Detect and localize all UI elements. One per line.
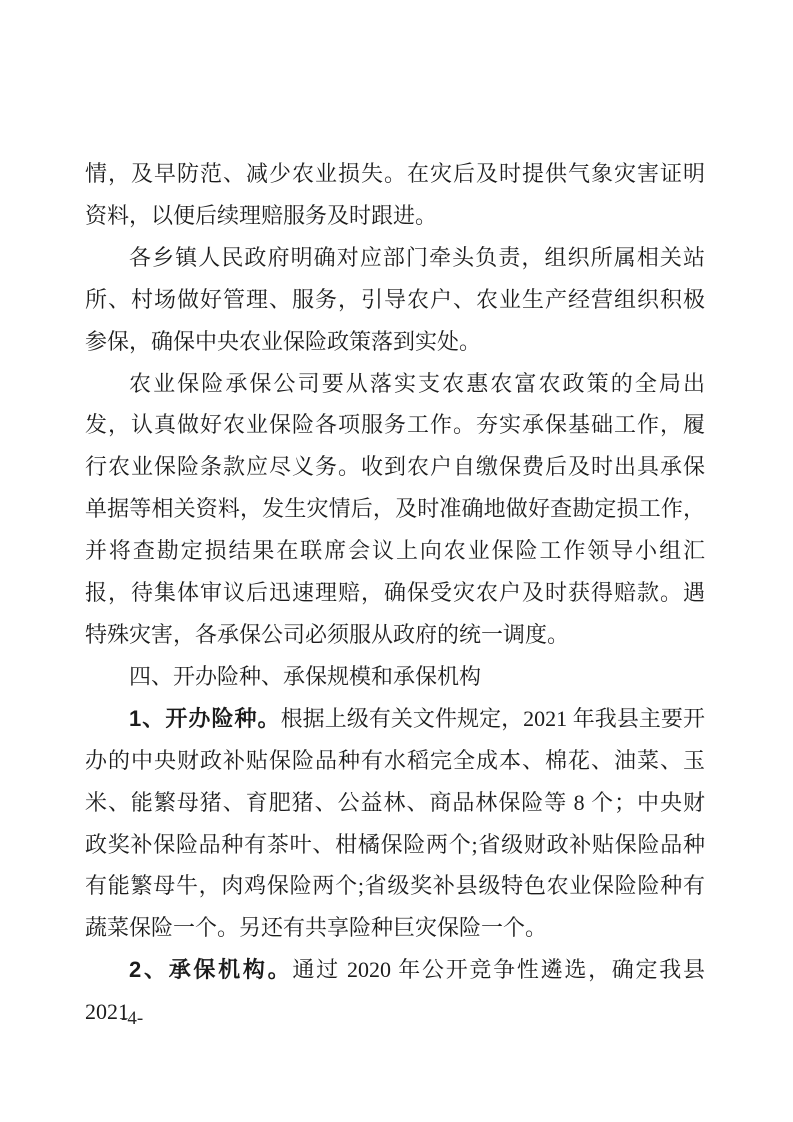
text-line [85, 530, 705, 572]
text-run: 情，及早防范、减少农业损失。在灾后及时提供气象灾害证明 [85, 161, 705, 186]
text-line [85, 614, 705, 656]
text-run: 报，待集体审议后迅速理赔，确保受灾农户及时获得赔款。遇 [85, 580, 705, 606]
text-run: 四、开办险种、承保规模和承保机构 [129, 663, 482, 689]
text-line [85, 446, 705, 488]
text-line [85, 195, 705, 237]
text-run: 特殊灾害，各承保公司必须服从政府的统一调度。 [85, 621, 570, 647]
text-run: 行农业保险条款应尽义务。收到农户自缴保费后及时出具承保 [85, 454, 705, 480]
text-line [85, 740, 705, 782]
text-line [85, 237, 705, 279]
text-line [85, 363, 705, 405]
bold-text-run: 2、承保机构。 [129, 957, 293, 983]
text-run: 有能繁母牛，肉鸡保险两个;省级奖补县级特色农业保险险种有 [85, 873, 705, 899]
text-run: 米、能繁母猪、育肥猪、公益林、商品林保险等 8 个；中央财 [85, 789, 705, 815]
document-body [85, 153, 705, 1033]
text-line [85, 949, 705, 1033]
text-line [85, 572, 705, 614]
text-line [85, 782, 705, 824]
text-line [85, 824, 705, 866]
bold-text-run: 1、开办险种。 [129, 705, 281, 731]
text-run: 农业保险承保公司要从落实支农惠农富农政策的全局出 [129, 370, 705, 396]
text-run: 单据等相关资料，发生灾情后，及时准确地做好查勘定损工作， [85, 496, 705, 522]
text-line [85, 698, 705, 740]
text-line [85, 404, 705, 446]
text-run: 根据上级有关文件规定，2021 年我县主要开 [280, 705, 705, 731]
text-line [85, 279, 705, 321]
section-heading [85, 656, 705, 698]
text-run: 政奖补保险品种有茶叶、柑橘保险两个;省级财政补贴保险品种 [85, 831, 705, 857]
text-line [85, 488, 705, 530]
text-run: 通过 2020 年公开竞争性遴选，确定我县 2021 [85, 957, 705, 1025]
text-run: 蔬菜保险一个。另还有共享险种巨灾保险一个。 [85, 915, 548, 941]
text-line [85, 907, 705, 949]
text-run: 办的中央财政补贴保险品种有水稻完全成本、棉花、油菜、玉 [85, 747, 705, 773]
text-run: 所、村场做好管理、服务，引导农户、农业生产经营组织积极 [85, 286, 705, 312]
text-run: 发，认真做好农业保险各项服务工作。夯实承保基础工作，履 [85, 412, 705, 438]
text-line [85, 153, 705, 195]
text-run: 并将查勘定损结果在联席会议上向农业保险工作领导小组汇 [85, 538, 705, 564]
text-run: 资料，以便后续理赔服务及时跟进。 [85, 202, 438, 228]
text-line [85, 865, 705, 907]
text-run: 参保，确保中央农业保险政策落到实处。 [85, 328, 482, 354]
text-run: 各乡镇人民政府明确对应部门牵头负责，组织所属相关站 [129, 244, 705, 270]
text-line [85, 321, 705, 363]
page-number: -4- [121, 1008, 144, 1029]
